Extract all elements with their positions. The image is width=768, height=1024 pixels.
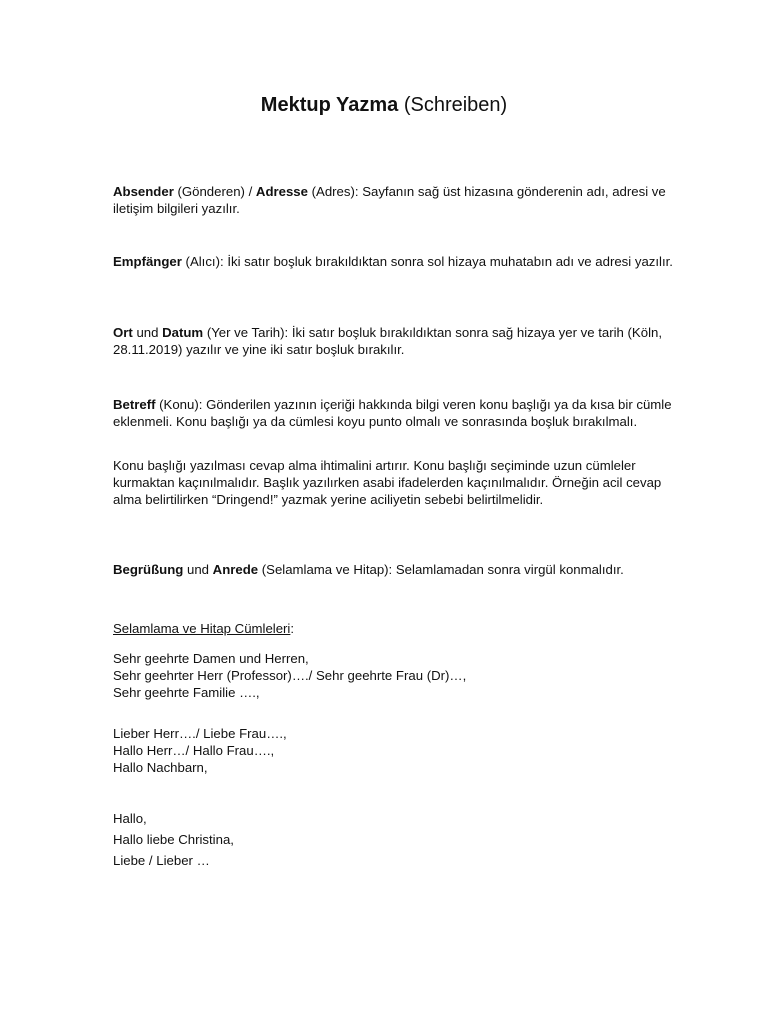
list-item: Hallo Nachbarn, xyxy=(113,760,208,775)
list-item: Sehr geehrter Herr (Professor)…./ Sehr geehrte Frau (Dr)…, xyxy=(113,668,467,683)
list-item: Hallo, xyxy=(113,811,147,826)
term-datum: Datum xyxy=(162,325,204,340)
paragraph-begruessung xyxy=(113,561,673,578)
list-item: Sehr geehrte Familie …., xyxy=(113,685,260,700)
text-segment: und xyxy=(183,562,213,577)
list-item: Hallo Herr…/ Hallo Frau…., xyxy=(113,743,275,758)
term-ort: Ort xyxy=(113,325,133,340)
text-segment: und xyxy=(132,325,163,340)
text-segment: : xyxy=(290,621,295,636)
list-item: Sehr geehrte Damen und Herren, xyxy=(113,651,309,666)
text-segment: (Yer ve Tarih): İki satır boşluk bırakıldıktan sonra sağ hizaya yer ve tarih (Köln, 28.11.2019) yazılır ve yine iki satır boşluk bırakılır. xyxy=(113,325,662,357)
text-segment: (Gönderen) / xyxy=(173,184,256,199)
informal-phrases-list xyxy=(113,808,673,871)
list-item: Hallo liebe Christina, xyxy=(113,832,234,847)
term-absender: Absender xyxy=(113,184,174,199)
text-segment: (Alıcı): İki satır boşluk bırakıldıktan sonra sol hizaya muhatabın adı ve adresi yazılır. xyxy=(181,254,673,269)
term-adresse: Adresse xyxy=(255,184,308,199)
term-betreff: Betreff xyxy=(113,397,156,412)
list-item: Lieber Herr…./ Liebe Frau…., xyxy=(113,726,287,741)
page-title xyxy=(0,92,768,118)
phrases-heading-underlined: Selamlama ve Hitap Cümleleri xyxy=(113,621,291,636)
paragraph-betreff xyxy=(113,396,673,430)
paragraph-ort-datum xyxy=(113,324,673,358)
title-rest: (Schreiben) xyxy=(398,94,508,116)
formal-phrases-list xyxy=(113,650,673,701)
text-segment: (Konu): Gönderilen yazının içeriği hakkında bilgi veren konu başlığı ya da kısa bir cümle eklenmeli. Konu başlığı ya da cümlesi koyu punto olmalı ve sonrasında boşluk bırakılmalı. xyxy=(113,397,672,429)
term-anrede: Anrede xyxy=(212,562,259,577)
list-item: Liebe / Lieber … xyxy=(113,853,210,868)
term-empfaenger: Empfänger xyxy=(113,254,182,269)
paragraph-empfaenger xyxy=(113,253,673,270)
text-segment: (Adres): Sayfanın sağ üst hizasına gönderenin adı, adresi ve iletişim bilgileri yazılır. xyxy=(113,184,666,216)
text-segment: (Selamlama ve Hitap): Selamlamadan sonra virgül konmalıdır. xyxy=(258,562,624,577)
phrases-heading xyxy=(113,620,673,637)
title-bold: Mektup Yazma xyxy=(260,94,399,116)
paragraph-konu-note: Konu başlığı yazılması cevap alma ihtimalini artırır. Konu başlığı seçiminde uzun cümleler kurmaktan kaçınılmalıdır. Başlık yazılırken asabi ifadelerden kaçınılmalıdır. Örneğin acil cevap alma belirtilirken “Dringend!” yazmak yerine aciliyetin sebebi belirtilmelidir. xyxy=(113,458,662,507)
paragraph-absender xyxy=(113,183,673,217)
semiformal-phrases-list xyxy=(113,725,673,776)
term-begruessung: Begrüßung xyxy=(113,562,184,577)
